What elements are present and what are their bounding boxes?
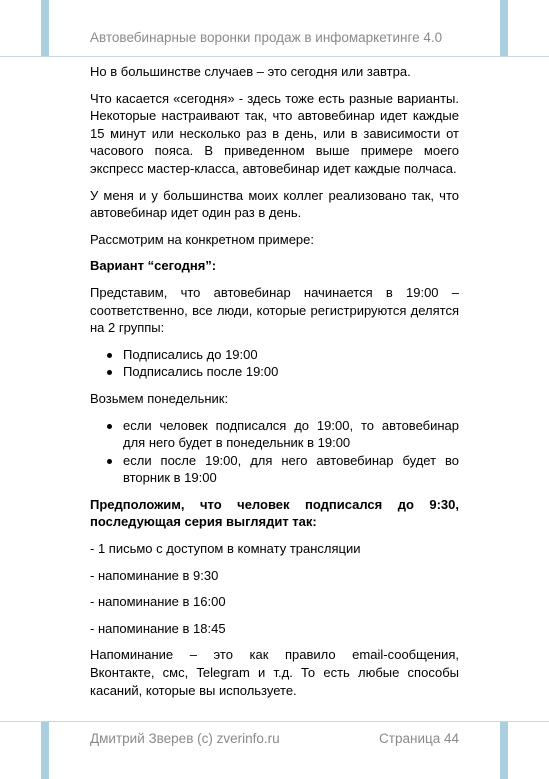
series-line: - 1 письмо с доступом в комнату трансляции (90, 541, 361, 557)
paragraph: Возьмем понедельник: (90, 390, 229, 406)
header-accent-bar-left (41, 0, 49, 56)
paragraph: Что касается «сегодня» - здесь тоже есть разные варианты. Некоторые настраивают так, что автовебинар идет каждые 15 минут или несколько раз в день, или в зависимости от часового пояса. В приведенном выше примере моего экспресс мастер-класса, автовебинар идет каждые полчаса. (90, 90, 459, 176)
section-heading-suppose: Предположим, что человек подписался до 9:30, последующая серия выглядит так: (90, 496, 459, 530)
footer-page-number: Страница 44 (379, 731, 459, 746)
footer-divider (0, 721, 549, 722)
section-heading-variant: Вариант “сегодня”: (90, 258, 217, 274)
list-item: Подписались до 19:00 (123, 346, 459, 364)
bullet-list-groups (90, 346, 459, 381)
paragraph: Напоминание – это как правило email-сообщения, Вконтакте, смс, Telegram и т.д. То есть любые способы касаний, которые вы используете. (90, 647, 459, 698)
paragraph: Представим, что автовебинар начинается в 19:00 – соответственно, все люди, которые регистрируются делятся на 2 группы: (90, 284, 459, 336)
page-header-title: Автовебинарные воронки продаж в инфомаркетинге 4.0 (90, 30, 443, 45)
footer-author: Дмитрий Зверев (c) zverinfo.ru (90, 731, 280, 746)
paragraph: Но в большинстве случаев – это сегодня или завтра. (90, 64, 411, 79)
page-body (90, 63, 459, 708)
series-line: - напоминание в 9:30 (90, 567, 219, 583)
list-item: если после 19:00, для него автовебинар будет во вторник в 19:00 (123, 452, 459, 486)
series-line: - напоминание в 18:45 (90, 620, 226, 636)
paragraph: Рассмотрим на конкретном примере: (90, 231, 315, 247)
bullet-list-monday (90, 417, 459, 487)
header-accent-bar-right (500, 0, 508, 56)
footer-accent-bar-left (41, 722, 49, 779)
paragraph: У меня и у большинства моих коллег реализовано так, что автовебинар идет один раз в день. (90, 187, 459, 221)
footer-accent-bar-right (500, 722, 508, 779)
list-item: если человек подписался до 19:00, то автовебинар для него будет в понедельник в 19:00 (123, 417, 459, 451)
header-divider (0, 56, 549, 57)
list-item: Подписались после 19:00 (123, 363, 459, 381)
series-line: - напоминание в 16:00 (90, 594, 226, 610)
